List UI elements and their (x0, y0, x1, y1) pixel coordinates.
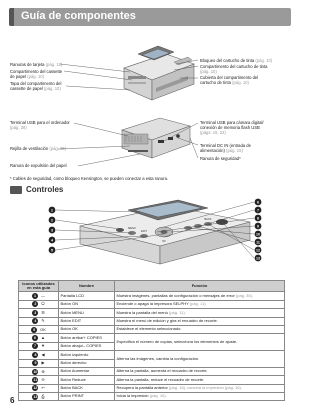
row-function-text: Especifica el número de copias, selecciona los elementos de ajuste. (116, 338, 238, 344)
row-icon: ☰ (41, 309, 45, 315)
row-icon: ↩ (41, 385, 45, 391)
label-paper-exit-slot: Ranura de expulsión del papel (10, 163, 67, 168)
row-icon: OK (40, 326, 46, 332)
row-function-text: Recupera la pantalla anterior (116, 385, 168, 391)
row-number-badge: 6 (34, 336, 37, 341)
row-function (115, 376, 285, 384)
row-function-ref: (pág. 16), cancela la impresión (pág. 16). (169, 385, 242, 391)
callout-1-text: 1 (51, 208, 53, 213)
row-number-badge: 5 (33, 327, 36, 332)
row-name: Botón abajo/– COPIES (59, 342, 115, 350)
row-icon: — (41, 293, 45, 299)
row-icon: ▼ (41, 343, 45, 349)
row-function-text: Alterna la pantalla, reduce el recuadro de recorte. (116, 376, 205, 382)
row-number-badge: 8 (34, 352, 37, 357)
row-name: Botón Aumentar (59, 367, 115, 375)
row-icon: ⎙ (41, 393, 45, 399)
row-number-badge: 10 (33, 369, 38, 374)
row-icon-cell (19, 325, 59, 333)
row-name: Botón arriba/+ COPIES (59, 334, 115, 342)
row-icon-cell (19, 393, 59, 401)
row-icon-cell (19, 351, 59, 359)
row-function (115, 300, 285, 308)
table-row (19, 325, 285, 333)
row-function-text: Alterna la pantalla, aumenta el recuadro de recorte. (116, 368, 208, 374)
ok-button-label: OK (162, 240, 166, 243)
row-function-ref: (pág. 11). (169, 309, 186, 315)
row-function-text: Enciende o apaga la impresora SELPHY (116, 301, 189, 307)
row-number-badge: 11 (33, 377, 38, 382)
label-security-slot: Ranura de seguridad* (200, 156, 241, 161)
label-paper-cassette-compartment: Compartimento del cassette de papel (pág. 10) (10, 69, 63, 80)
row-icon-cell (19, 292, 59, 300)
callout-5-text: 5 (51, 248, 53, 253)
back-button-label: BACK (204, 218, 212, 221)
row-number-badge: 7 (34, 344, 37, 349)
controls-heading-marker (10, 186, 22, 194)
label-ink-lock: Bloqueo del cartucho de tinta (pág. 10) (200, 58, 273, 63)
row-name: Botón EDIT (59, 317, 115, 325)
header-name: Nombre (59, 281, 115, 292)
table-row (19, 334, 285, 342)
row-function-text: Muestra la pantalla del menú (116, 309, 168, 315)
page-number: 6 (10, 396, 15, 405)
table-row (19, 309, 285, 317)
row-icon: ⏻ (41, 301, 45, 307)
controls-table (18, 280, 285, 401)
row-number-badge: 9 (34, 361, 37, 366)
row-function-ref: (pág. 35). (235, 292, 254, 298)
table-row (19, 351, 285, 359)
callout-3-text: 3 (51, 228, 53, 233)
row-function-ref: (pág. 11). (189, 301, 207, 307)
row-function-text: Alterna las imágenes, cambia la configuración. (116, 355, 200, 361)
row-icon-cell (19, 317, 59, 325)
label-usb-computer-terminal: Terminal USB para el ordenador (pág. 28) (10, 120, 70, 131)
row-function (115, 393, 285, 401)
row-function (115, 367, 285, 375)
callout-4-text: 4 (51, 238, 53, 243)
row-function-text: Muestra imágenes, pantallas de configuración o mensajes de error (116, 292, 235, 298)
row-number-badge: 12 (33, 386, 38, 391)
row-icon: ⊕ (41, 368, 45, 374)
row-icon-cell (19, 334, 59, 342)
row-function (115, 292, 285, 300)
row-function (115, 325, 285, 333)
row-icon: ▲ (41, 335, 45, 341)
callout-11-text: 11 (256, 240, 260, 245)
row-name: Botón MENU (59, 309, 115, 317)
row-icon-cell (19, 384, 59, 392)
row-icon: ✎ (41, 318, 45, 324)
row-function-text: Inicia la impresión (116, 393, 149, 399)
row-number-badge: 4 (34, 319, 37, 324)
table-row (19, 317, 285, 325)
label-paper-cassette-cover: Tapa del compartimento del cassette de papel (pág. 10) (10, 81, 62, 92)
label-ink-cover: Cubierta del compartimento del cartucho de tinta (pág. 10) (200, 75, 259, 86)
row-number-badge: 13 (33, 394, 38, 399)
row-function (115, 334, 285, 351)
callout-6-text: 6 (257, 200, 259, 205)
callout-8-text: 8 (257, 216, 259, 221)
table-row (19, 367, 285, 375)
header-function: Función (115, 281, 285, 292)
security-footnote: * Cables de seguridad, como bloqueo Kensington, se pueden conectar a esta ranura. (10, 176, 169, 181)
callout-12-text: 12 (256, 248, 260, 253)
row-name: Botón derecho (59, 359, 115, 367)
menu-button-label: MENU (128, 227, 136, 230)
row-name: Pantalla LCD (59, 292, 115, 300)
row-icon-cell (19, 367, 59, 375)
edit-button-label: EDIT (141, 230, 147, 233)
row-function-text: Establece el elemento seleccionado. (116, 326, 182, 332)
row-icon: ▶ (41, 360, 45, 366)
callout-2-text: 2 (51, 218, 53, 223)
page-title: Guía de componentes (21, 10, 136, 22)
table-row (19, 292, 285, 300)
row-number-badge: 2 (34, 302, 37, 307)
callout-13-text: 13 (256, 256, 260, 261)
row-name: Botón OK (59, 325, 115, 333)
row-icon-cell (19, 359, 59, 367)
table-row (19, 376, 285, 384)
row-icon: ⊖ (41, 376, 45, 382)
label-usb-camera-terminal: Terminal USB para cámara digital/ conexión de memoria flash USB (págs. 15, 22) (200, 120, 264, 136)
row-function-text: Muestra el menú de edición y gira el recuadro de recorte. (116, 317, 218, 323)
controls-illustration (40, 196, 270, 276)
table-header-row (19, 281, 285, 292)
row-function (115, 384, 285, 392)
row-name: Botón PRINT (59, 393, 115, 401)
table-row (19, 300, 285, 308)
header-icons: Iconos utilizados en esta guía (19, 281, 59, 292)
row-function-ref: (pág. 16). (149, 393, 167, 399)
table-row (19, 393, 285, 401)
callout-9-text: 9 (257, 224, 259, 229)
rear-leader-lines (0, 0, 300, 180)
label-dc-in-terminal: Terminal DC IN (entrada de alimentación) (pág. 15) (200, 143, 251, 154)
callout-7-text: 7 (257, 208, 259, 213)
row-function (115, 351, 285, 368)
row-name: Botón BACK (59, 384, 115, 392)
row-number-badge: 3 (34, 310, 37, 315)
row-name: Botón izquierdo (59, 351, 115, 359)
row-icon-cell (19, 309, 59, 317)
label-card-slots: Ranuras de tarjeta (pág. 12) (10, 62, 63, 67)
table-row (19, 384, 285, 392)
controls-heading: Controles (26, 185, 64, 194)
row-number-badge: 1 (34, 294, 36, 299)
row-icon: ◀ (41, 351, 45, 357)
label-ventilation-grille: Rejilla de ventilación (pág. 35) (10, 146, 67, 151)
label-ink-compartment: Compartimento del cartucho de tinta (pág. 10) (200, 64, 268, 75)
row-function (115, 309, 285, 317)
row-icon-cell (19, 300, 59, 308)
row-name: Botón Reducir (59, 376, 115, 384)
callout-10-text: 10 (256, 232, 260, 237)
row-function (115, 317, 285, 325)
row-name: Botón ON (59, 300, 115, 308)
row-icon-cell (19, 342, 59, 350)
row-icon-cell (19, 376, 59, 384)
